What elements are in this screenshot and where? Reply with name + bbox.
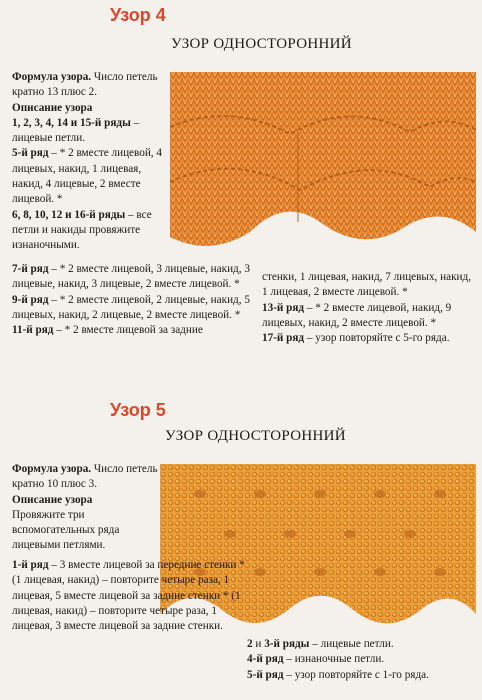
row-head: 1-й ряд <box>12 559 49 571</box>
pattern4-text-col1b <box>12 262 250 338</box>
row-text: – узор повторяйте с 5-го ряда. <box>304 332 450 345</box>
pattern4-text-col1 <box>12 70 164 254</box>
pattern4-text-col2 <box>262 270 474 346</box>
pattern5-title: УЗОР ОДНОСТОРОННИЙ <box>165 428 346 444</box>
row-text: – узор повторяйте с 1-го ряда. <box>283 668 429 681</box>
row-text: – лицевые петли. <box>12 116 140 145</box>
row-head: 3-й ряды <box>264 638 310 650</box>
row-head: 6, 8, 10, 12 и 16-й ряды <box>12 208 126 221</box>
row-text: – * 2 вместе лицевой, накид, 9 лицевых, накид, 2 вместе лицевой. * <box>262 301 452 329</box>
row-head: 4-й ряд <box>247 653 284 666</box>
pattern4-label: Узор 4 <box>110 5 166 25</box>
row-head: 11-й ряд <box>12 324 54 337</box>
row-text: – изнаночные петли. <box>283 653 385 666</box>
row-head: 5-й ряд <box>247 668 284 681</box>
row-text: стенки, 1 лицевая, накид, 7 лицевых, накид, 1 лицевая, 2 вместе лицевой. * <box>262 271 472 299</box>
row-text: – лицевые петли. <box>309 638 394 650</box>
pattern5-formula-head: Формула узора. <box>12 463 92 475</box>
row-head: 17-й ряд <box>262 332 305 345</box>
row-head: 2 <box>247 638 253 650</box>
row-text: – * 2 вместе лицевой, 4 лицевых, накид, 1 лицевая, накид, 4 лицевые, 2 вместе лицевой. * <box>12 147 162 206</box>
pattern4-title: УЗОР ОДНОСТОРОННИЙ <box>171 36 352 52</box>
row-text: – все петли и накиды провяжите изнаночными. <box>12 208 152 252</box>
row-head: 13-й ряд <box>262 301 305 314</box>
row-head: 5-й ряд <box>12 147 49 160</box>
pattern4-formula-text: Число петель кратно 13 плюс 2. <box>12 71 158 99</box>
pattern5-desc-head: Описание узора <box>12 493 93 506</box>
pattern4-formula-head: Формула узора. <box>12 71 92 83</box>
pattern5-text-col1b <box>12 558 247 634</box>
row-head: 7-й ряд <box>12 263 49 275</box>
row-text: – * 2 вместе лицевой, 3 лицевые, накид, 3 лицевые, накид, 3 лицевые, 2 вместе лицевой. * <box>12 263 250 291</box>
pattern5-text-col2 <box>247 637 477 683</box>
pattern4-photo <box>170 72 476 252</box>
pattern5-label: Узор 5 <box>110 400 166 420</box>
pattern5-formula-text: Число петель кратно 10 плюс 3. <box>12 463 158 491</box>
pattern5-intro: Провяжите три вспомогательных ряда лицевыми петлями. <box>12 508 120 552</box>
row-text: и <box>252 638 265 650</box>
row-text: – * 2 вместе лицевой, 2 лицевые, накид, 5 лицевых, накид, 2 лицевые, 2 вместе лицевой. * <box>12 293 250 321</box>
row-head: 1, 2, 3, 4, 14 и 15-й ряды <box>12 116 131 129</box>
pattern4-desc-head: Описание узора <box>12 101 93 114</box>
pattern5-text-col1 <box>12 462 160 554</box>
row-text: – 3 вместе лицевой за передние стенки * (1 лицевая, накид) – повторите четыре раза, 1 лицевая, 5 вместе лицевой за задние стенки * (1 лицевая, накид) – повторите четыре раза, 1 лицевая, 3 вместе лицевой за задние стенки. <box>12 559 245 633</box>
row-text: – * 2 вместе лицевой за задние <box>53 324 203 337</box>
row-head: 9-й ряд <box>12 293 49 306</box>
